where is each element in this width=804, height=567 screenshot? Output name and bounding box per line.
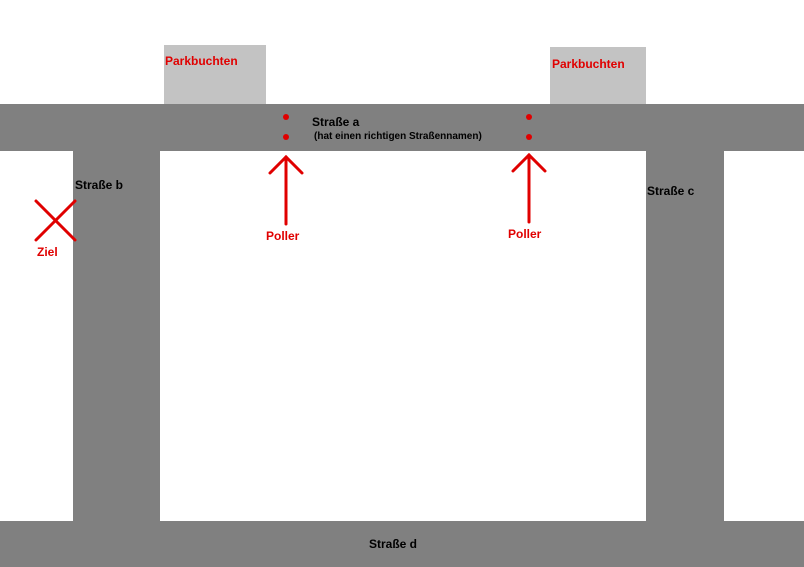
bollard-label-left: Poller	[266, 229, 300, 243]
arrow-up-icon	[270, 157, 302, 224]
street-c-label: Straße c	[647, 184, 695, 198]
target-label: Ziel	[37, 245, 58, 259]
street-a-label: Straße a	[312, 115, 360, 129]
parking-label-right: Parkbuchten	[552, 57, 625, 71]
parking-label-left: Parkbuchten	[165, 54, 238, 68]
street-d-label: Straße d	[369, 537, 418, 551]
street-a-note: (hat einen richtigen Straßennamen)	[314, 131, 482, 142]
arrow-up-icon	[513, 155, 545, 222]
bollard-label-right: Poller	[508, 227, 542, 241]
cross-icon	[36, 201, 75, 240]
street-b-label: Straße b	[75, 178, 124, 192]
